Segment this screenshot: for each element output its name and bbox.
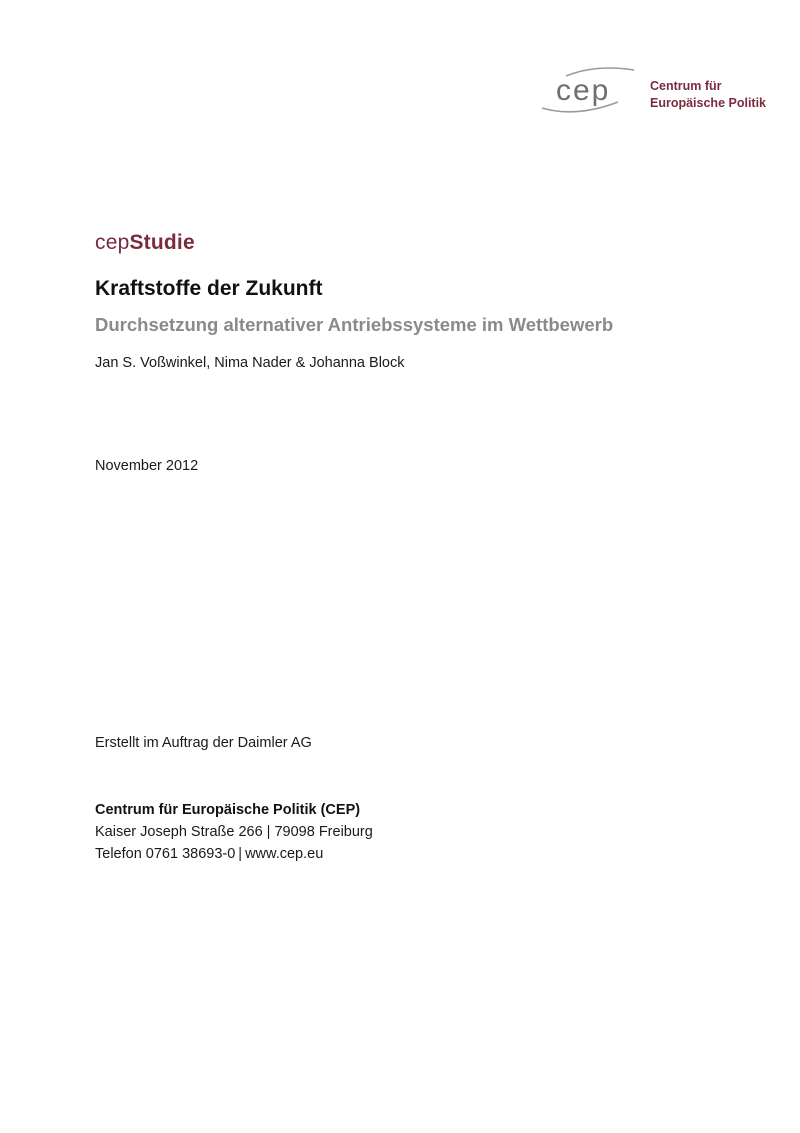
contact-separator: | <box>238 846 243 862</box>
organization-address: Kaiser Joseph Straße 266 | 79098 Freiburg <box>95 824 373 840</box>
publication-date: November 2012 <box>95 458 199 474</box>
commission-note: Erstellt im Auftrag der Daimler AG <box>95 735 312 751</box>
organization-website[interactable]: www.cep.eu <box>245 846 324 862</box>
cep-logo <box>536 62 786 122</box>
cep-logo-mark <box>536 62 642 120</box>
series-label <box>95 231 195 255</box>
logo-name-line1: Centrum für <box>650 79 722 93</box>
series-prefix: cep <box>95 231 130 254</box>
logo-name-line2: Europäische Politik <box>650 96 767 110</box>
organization-contact <box>95 846 323 862</box>
authors: Jan S. Voßwinkel, Nima Nader & Johanna Block <box>95 355 405 371</box>
series-name: Studie <box>129 231 195 254</box>
organization-phone: Telefon 0761 38693-0 <box>95 846 236 862</box>
document-subtitle: Durchsetzung alternativer Antriebssysteme im Wettbewerb <box>95 314 614 335</box>
logo-org-name <box>650 78 766 112</box>
organization-name: Centrum für Europäische Politik (CEP) <box>95 802 361 818</box>
document-title: Kraftstoffe der Zukunft <box>95 277 323 300</box>
logo-mark-text: cep <box>556 74 611 107</box>
